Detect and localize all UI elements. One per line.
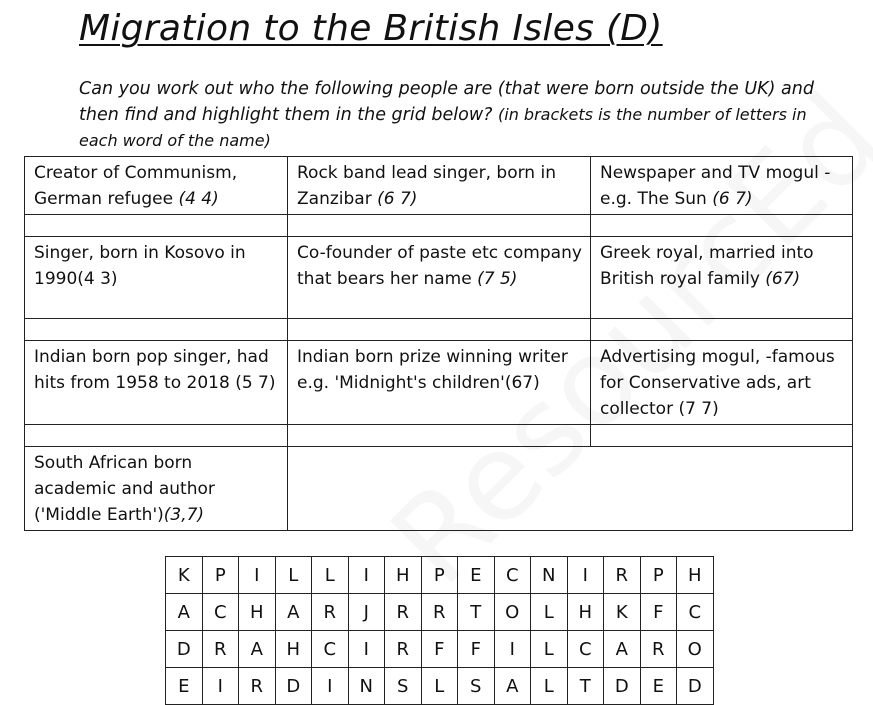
grid-letter[interactable]: C [567, 631, 604, 668]
grid-letter[interactable]: N [348, 668, 385, 705]
grid-letter[interactable]: R [604, 557, 641, 594]
grid-letter[interactable]: L [531, 631, 568, 668]
grid-letter[interactable]: T [458, 594, 495, 631]
grid-row [166, 631, 714, 668]
grid-letter[interactable]: K [166, 557, 203, 594]
answer-cell[interactable] [288, 447, 853, 531]
grid-letter[interactable]: R [385, 594, 422, 631]
grid-letter[interactable]: J [348, 594, 385, 631]
grid-letter[interactable]: D [604, 668, 641, 705]
grid-letter[interactable]: A [239, 631, 276, 668]
clue-cell: Indian born pop singer, had hits from 1958 to 2018 (5 7) [25, 341, 288, 425]
grid-letter[interactable]: R [312, 594, 349, 631]
grid-letter[interactable]: T [567, 668, 604, 705]
grid-letter[interactable]: K [604, 594, 641, 631]
worksheet-title: Migration to the British Isles (D) [79, 8, 663, 49]
clue-cell: Singer, born in Kosovo in 1990(4 3) [25, 237, 288, 319]
grid-letter[interactable]: I [202, 668, 239, 705]
grid-letter[interactable]: H [275, 631, 312, 668]
answer-cell[interactable] [591, 425, 853, 447]
answer-row [25, 215, 853, 237]
clue-cell: Newspaper and TV mogul - e.g. The Sun (6 7) [591, 157, 853, 215]
clue-cell: Creator of Communism, German refugee (4 4) [25, 157, 288, 215]
answer-cell[interactable] [288, 319, 591, 341]
grid-row [166, 557, 714, 594]
grid-letter[interactable]: D [166, 631, 203, 668]
grid-letter[interactable]: E [166, 668, 203, 705]
grid-letter[interactable]: H [239, 594, 276, 631]
grid-letter[interactable]: F [421, 631, 458, 668]
grid-letter[interactable]: I [348, 631, 385, 668]
grid-letter[interactable]: I [312, 668, 349, 705]
grid-letter[interactable]: E [640, 668, 677, 705]
clue-cell: Rock band lead singer, born in Zanzibar (6 7) [288, 157, 591, 215]
grid-letter[interactable]: L [531, 668, 568, 705]
clue-row [25, 157, 853, 215]
clue-cell: Co-founder of paste etc company that bears her name (7 5) [288, 237, 591, 319]
grid-letter[interactable]: S [458, 668, 495, 705]
grid-letter[interactable]: C [202, 594, 239, 631]
grid-letter[interactable]: H [567, 594, 604, 631]
grid-letter[interactable]: A [275, 594, 312, 631]
grid-letter[interactable]: D [275, 668, 312, 705]
grid-letter[interactable]: D [677, 668, 714, 705]
grid-letter[interactable]: O [494, 594, 531, 631]
grid-letter[interactable]: H [677, 557, 714, 594]
grid-letter[interactable]: P [202, 557, 239, 594]
clue-cell: Greek royal, married into British royal family (67) [591, 237, 853, 319]
clue-row [25, 341, 853, 425]
grid-letter[interactable]: A [604, 631, 641, 668]
grid-letter[interactable]: L [312, 557, 349, 594]
answer-cell[interactable] [25, 425, 288, 447]
clue-cell: South African born academic and author ('Middle Earth')(3,7) [25, 447, 288, 531]
clue-table [24, 156, 853, 531]
grid-letter[interactable]: R [640, 631, 677, 668]
instructions-main: Can you work out who the following people are (that were born outside the UK) and then find and highlight them in the grid below? [79, 79, 814, 125]
grid-letter[interactable]: I [348, 557, 385, 594]
answer-cell[interactable] [25, 215, 288, 237]
answer-cell[interactable] [591, 215, 853, 237]
grid-letter[interactable]: R [385, 631, 422, 668]
grid-letter[interactable]: A [494, 668, 531, 705]
grid-letter[interactable]: O [677, 631, 714, 668]
answer-row [25, 425, 853, 447]
answer-cell[interactable] [288, 425, 591, 447]
clue-row [25, 447, 853, 531]
grid-letter[interactable]: R [202, 631, 239, 668]
grid-letter[interactable]: C [677, 594, 714, 631]
grid-letter[interactable]: C [312, 631, 349, 668]
grid-letter[interactable]: L [421, 668, 458, 705]
grid-letter[interactable]: I [567, 557, 604, 594]
grid-row [166, 668, 714, 705]
grid-letter[interactable]: L [275, 557, 312, 594]
word-search-grid [165, 556, 714, 705]
answer-row [25, 319, 853, 341]
grid-letter[interactable]: C [494, 557, 531, 594]
answer-cell[interactable] [25, 319, 288, 341]
clue-cell: Indian born prize winning writer e.g. 'Midnight's children'(67) [288, 341, 591, 425]
grid-letter[interactable]: I [494, 631, 531, 668]
answer-cell[interactable] [591, 319, 853, 341]
grid-letter[interactable]: R [421, 594, 458, 631]
grid-letter[interactable]: L [531, 594, 568, 631]
clue-cell: Advertising mogul, -famous for Conservative ads, art collector (7 7) [591, 341, 853, 425]
instructions [79, 76, 839, 154]
grid-letter[interactable]: N [531, 557, 568, 594]
grid-letter[interactable]: F [458, 631, 495, 668]
grid-letter[interactable]: A [166, 594, 203, 631]
grid-letter[interactable]: P [640, 557, 677, 594]
grid-letter[interactable]: I [239, 557, 276, 594]
grid-row [166, 594, 714, 631]
grid-letter[interactable]: F [640, 594, 677, 631]
clue-row [25, 237, 853, 319]
instructions-note: (in brackets is the number of letters in each word of the name) [79, 105, 807, 150]
grid-letter[interactable]: E [458, 557, 495, 594]
grid-letter[interactable]: H [385, 557, 422, 594]
answer-cell[interactable] [288, 215, 591, 237]
grid-letter[interactable]: P [421, 557, 458, 594]
grid-letter[interactable]: R [239, 668, 276, 705]
grid-letter[interactable]: S [385, 668, 422, 705]
